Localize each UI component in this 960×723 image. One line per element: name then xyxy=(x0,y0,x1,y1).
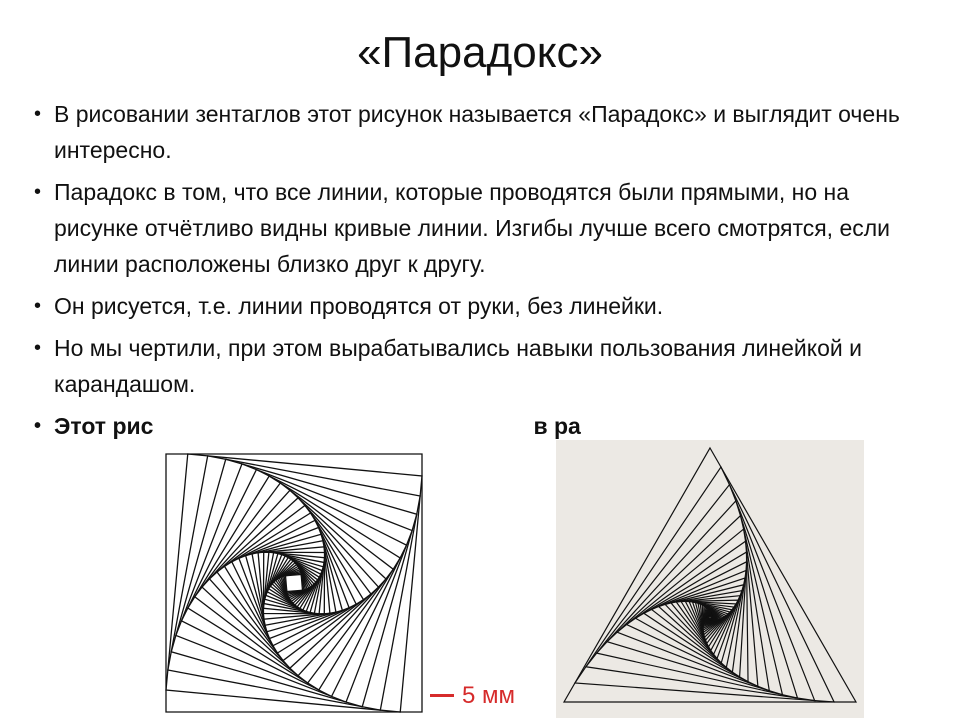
paradox-line-ring xyxy=(181,470,406,697)
paradox-line-ring xyxy=(225,513,364,653)
triangle-paradox-svg xyxy=(556,440,864,718)
paradox-line-ring xyxy=(217,505,371,660)
slide-title: «Парадокс» xyxy=(357,28,603,77)
bullet-item: • Парадокс в том, что все линии, которые проводятся были прямыми, но на рисунке отчётливо видны кривые линии. Изгибы лучше всего смотрятся, если линии расположены близко друг к другу. xyxy=(32,174,912,282)
triangle-paradox-drawing xyxy=(556,440,864,718)
square-paradox-svg xyxy=(160,448,428,718)
bullet-partial-end: в ра xyxy=(533,413,581,439)
paradox-line-ring xyxy=(188,476,400,690)
bullet-item: • Он рисуется, т.е. линии проводятся от руки, без линейки. xyxy=(32,288,912,324)
paradox-line-ring xyxy=(575,467,834,702)
paradox-line-ring xyxy=(252,541,336,626)
paradox-line-ring xyxy=(285,574,302,591)
square-paradox-drawing xyxy=(160,448,428,718)
paradox-line-ring xyxy=(176,464,412,702)
paradox-line-ring xyxy=(202,490,386,675)
bullet-item: • Но мы чертили, при этом вырабатывались навыки пользования линейкой и карандашом. xyxy=(32,330,912,402)
bullet-item: • В рисовании зентаглов этот рисунок называется «Парадокс» и выглядит очень интересно. xyxy=(32,96,912,168)
scale-marker-line xyxy=(430,694,454,697)
paradox-line-ring xyxy=(232,520,356,645)
paradox-line-ring xyxy=(239,527,349,638)
paradox-line-ring xyxy=(269,558,319,609)
bullet-item-partial xyxy=(32,408,912,444)
scale-label: 5 мм xyxy=(462,682,516,709)
paradox-line-ring xyxy=(171,459,417,706)
bullet-partial-start: Этот рис xyxy=(54,413,154,439)
bullet-list xyxy=(32,96,912,450)
